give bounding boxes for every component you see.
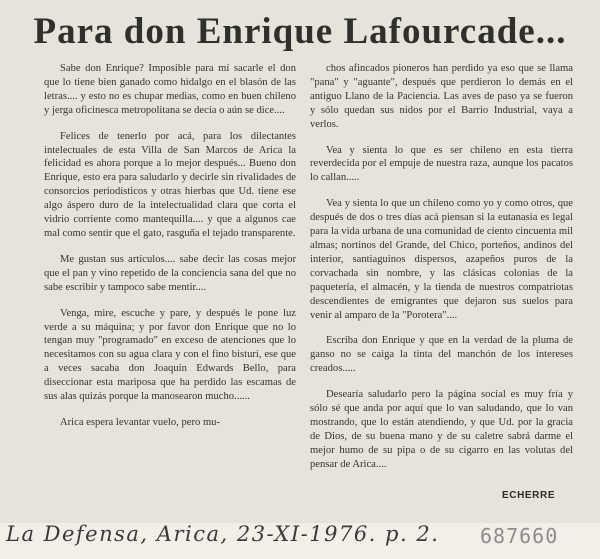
archive-stamp-number: 687660 [480, 524, 559, 548]
article-paragraph: chos afincados pioneros han perdido ya eso que se llama "pana" y "aguante", después que perdieron lo demás en el antiguo Llano de la Paciencia. Las aves de paso ya se fueron y sólo quedan sus nidos por el Barrio Industrial, vaya a verlos. [310, 63, 573, 130]
article-column-right [310, 62, 573, 472]
article-paragraph: Arica espera levantar vuelo, pero mu- [60, 416, 221, 428]
article-paragraph: Sabe don Enrique? Imposible para mí sacarle el don que lo tiene bien ganado como hidalgo en el blasón de las letras.... y esto no es chupar medias, como en buen chileno y jerga oficinesca metropolitana se decía o aún se dice.... [44, 63, 296, 116]
article-column-left [44, 62, 296, 430]
author-signature: ECHERRE [502, 490, 556, 501]
article-paragraph: Vea y sienta lo que es ser chileno en esta tierra reverdecida por el empuje de nuestra raza, aunque los pacatos lo callan..... [310, 144, 573, 184]
article-title: Para don Enrique Lafourcade... [33, 11, 567, 52]
article-paragraph: Venga, mire, escuche y pare, y después le pone luz verde a su máquina; y por favor don Enrique que no lo tengan muy "programado" en exceso de atenciones que lo necesitamos con su agua clara y con el fino bisturí, ese que a veces sacaba don Joaquín Edwards Bello, para diseccionar esta mariposa que ha perdido las escamas de sus alas quizás porque la manosearon mucho...... [44, 307, 296, 403]
article-paragraph: Escriba don Enrique y que en la verdad de la pluma de ganso no se caiga la tinta del manchón de los intereses creados..... [310, 335, 573, 375]
article-paragraph: Vea y sienta lo que un chileno como yo y como otros, que después de dos o tres días acá piensan si la eutanasia es legal para la vida urbana de una comunidad de ciento cincuenta mil almas; nortinos del Grande, del Chico, porteños, andinos del interior, santiaguinos dispersos, azapeños puros de la corvachada sin nombre, y las clásicas colonias de la paquetería, el almacén, y la tienda de nuestros compatriotas descendientes de emigrantes que dejaron sus suelos para venir al amparo de la "Porotera".... [310, 198, 573, 321]
handwritten-source-note: La Defensa, Arica, 23-XI-1976. p. 2. [6, 522, 440, 546]
article-paragraph: Felices de tenerlo por acá, para los dilectantes intelectuales de esta Villa de San Marcos de Arica la felicidad es ahora porque a lo mejor después... Bueno don Enrique, esto era para saludarlo y decirle sin rivalidades de consorcios periodísticos y otras hierbas que Ud. tiene ese algo áspero duro de la intelectualidad clara que corta el vidrio corriente como mantequilla.... y que a algunos cae mal como sentir que el gato, rasguña el tejado transparente. [44, 130, 296, 239]
article-paragraph: Me gustan sus artículos.... sabe decir las cosas mejor que el pan y vino repetido de la conciencia sana del que no sabe escribir y tampoco sabe mentir.... [44, 253, 296, 293]
article-paragraph: Desearía saludarlo pero la página social es muy fría y sólo sé que anda por aquí que lo van saludando, que lo van mostrando, que lo están atendiendo, y que Ud. por la gracia de Dios, de su buena mano y de su caletre sabrá darme el mejor humo de su pipa o de su cigarro en las volutas del pensar de Arica.... [310, 389, 573, 470]
